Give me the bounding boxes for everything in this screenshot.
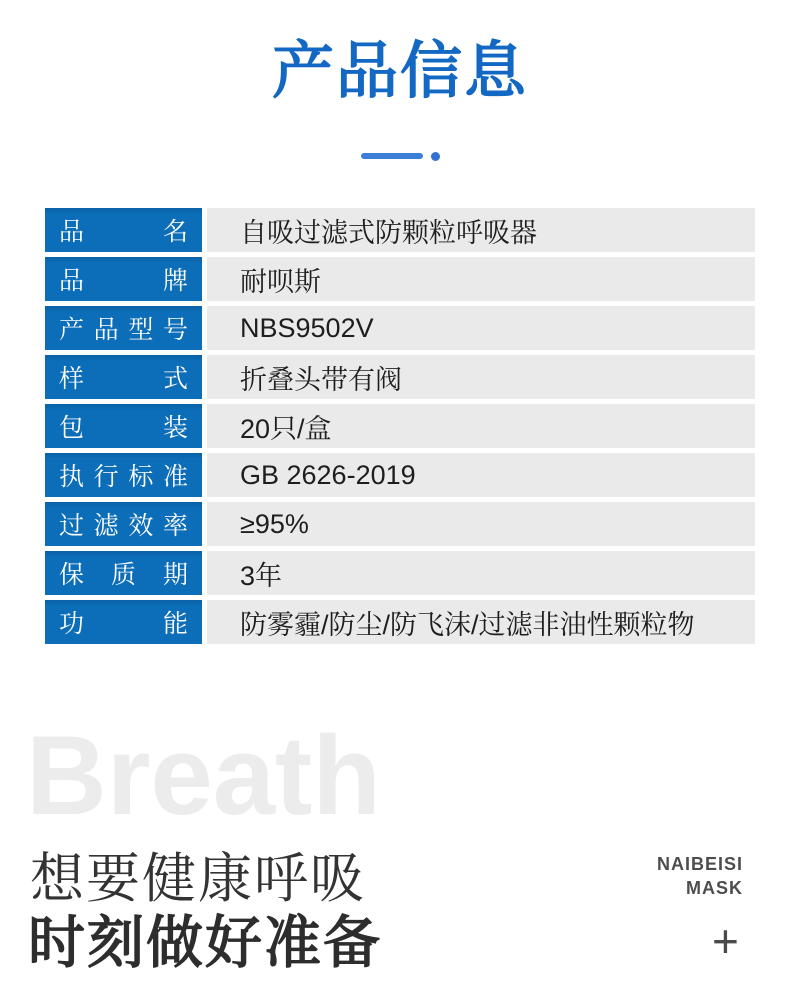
table-row xyxy=(45,404,755,448)
row-label: 品 名 xyxy=(45,208,202,252)
breath-watermark: Breath xyxy=(26,713,381,838)
table-row xyxy=(45,600,755,644)
brand-block xyxy=(657,852,743,900)
table-row xyxy=(45,453,755,497)
table-row xyxy=(45,502,755,546)
row-label: 执 行 标 准 xyxy=(45,453,202,497)
row-value: GB 2626-2019 xyxy=(207,453,755,497)
plus-icon: + xyxy=(712,915,739,967)
row-label: 包 装 xyxy=(45,404,202,448)
slogan-line-2: 时刻做好准备 xyxy=(28,911,382,975)
brand-subtitle: MASK xyxy=(686,878,743,898)
row-value: ≥95% xyxy=(207,502,755,546)
table-row xyxy=(45,257,755,301)
table-row xyxy=(45,306,755,350)
product-table xyxy=(45,208,755,649)
row-value: 20只/盒 xyxy=(207,404,755,448)
row-label: 过 滤 效 率 xyxy=(45,502,202,546)
row-value: 防雾霾/防尘/防飞沫/过滤非油性颗粒物 xyxy=(207,600,755,644)
title-divider xyxy=(0,148,800,164)
brand-name: NAIBEISI xyxy=(656,854,743,874)
divider-line-icon xyxy=(361,153,423,159)
row-label: 样 式 xyxy=(45,355,202,399)
divider-dot-icon xyxy=(431,152,440,161)
row-label: 产 品 型 号 xyxy=(45,306,202,350)
row-label: 功 能 xyxy=(45,600,202,644)
row-value: 折叠头带有阀 xyxy=(207,355,755,399)
table-row xyxy=(45,355,755,399)
row-value: 耐呗斯 xyxy=(207,257,755,301)
row-label: 保 质 期 xyxy=(45,551,202,595)
row-value: NBS9502V xyxy=(207,306,755,350)
row-label: 品 牌 xyxy=(45,257,202,301)
row-value: 自吸过滤式防颗粒呼吸器 xyxy=(207,208,755,252)
row-value: 3年 xyxy=(207,551,755,595)
slogan-line-1: 想要健康呼吸 xyxy=(30,849,366,909)
page-title: 产品信息 xyxy=(271,37,528,106)
table-row xyxy=(45,551,755,595)
table-row xyxy=(45,208,755,252)
